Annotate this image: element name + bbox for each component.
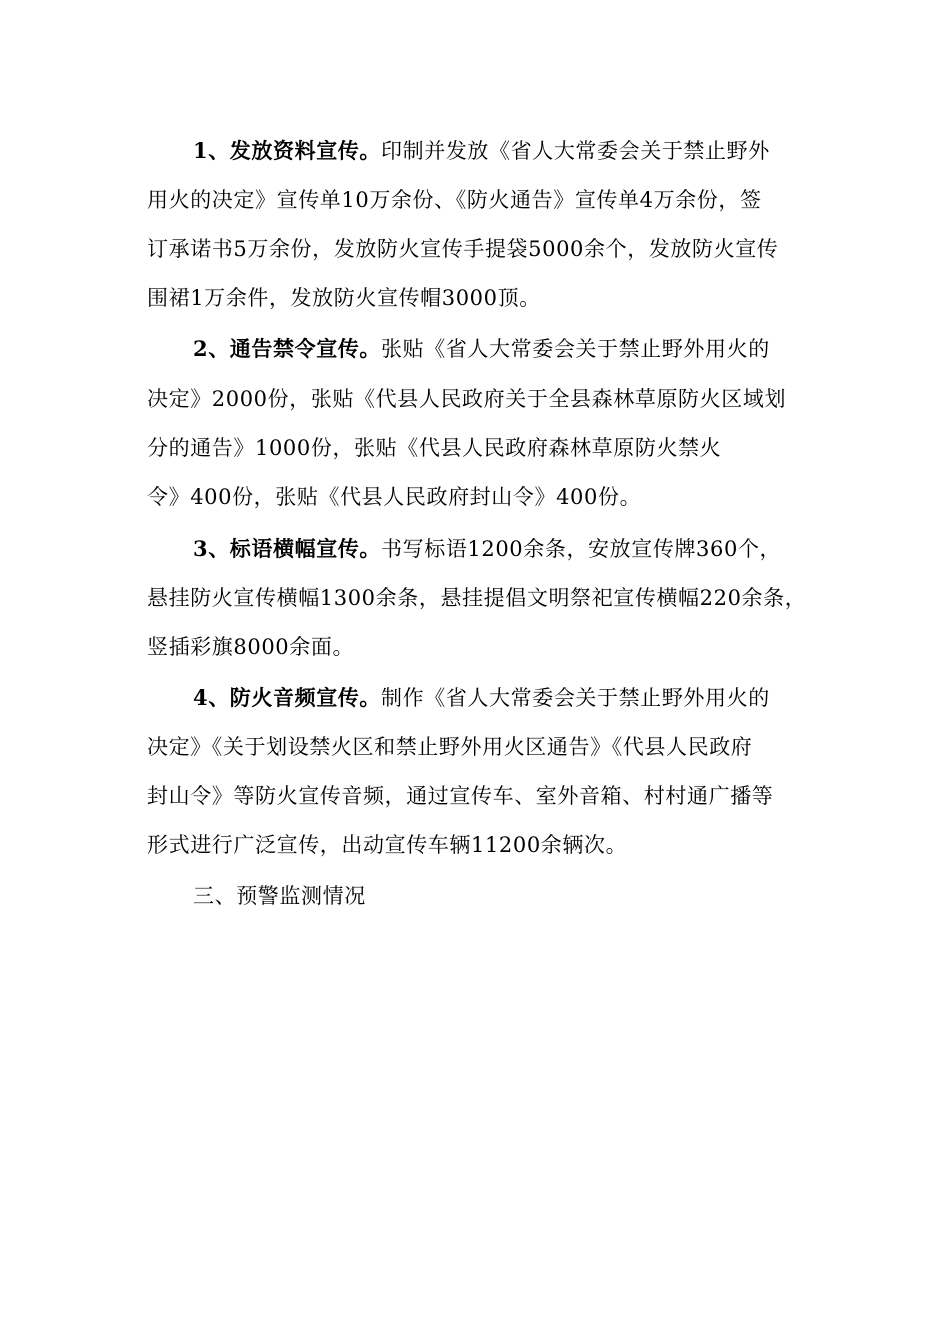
section-4-line-2: 决定》《关于划设禁火区和禁止野外用火区通告》《代县人民政府 (147, 735, 753, 759)
chapter-heading-early-warning: 三、预警监测情况 (193, 884, 366, 908)
section-2-line-3: 分的通告》1000份，张贴《代县人民政府森林草原防火禁火 (147, 436, 722, 460)
section-3-line-3: 竖插彩旗8000余面。 (147, 635, 355, 659)
section-4-line-1: 制作《省人大常委会关于禁止野外用火的 (381, 686, 770, 710)
section-1-line-3: 订承诺书5万余份，发放防火宣传手提袋5000余个，发放防火宣传 (147, 237, 779, 261)
section-3-line-2: 悬挂防火宣传横幅1300余条，悬挂提倡文明祭祀宣传横幅220余条， (147, 586, 807, 610)
section-4-heading: 4、防火音频宣传。 (193, 685, 382, 710)
section-2-line-1: 张贴《省人大常委会关于禁止野外用火的 (381, 337, 770, 361)
section-4-line-3: 封山令》等防火宣传音频，通过宣传车、室外音箱、村村通广播等 (147, 784, 774, 808)
section-1-line-1: 印制并发放《省人大常委会关于禁止野外 (381, 139, 770, 163)
section-2-line-4: 令》400份，张贴《代县人民政府封山令》400份。 (147, 485, 642, 509)
section-2-first-line (193, 334, 770, 364)
section-3-heading: 3、标语横幅宣传。 (193, 536, 382, 561)
section-3-first-line (193, 534, 781, 564)
section-2-line-2: 决定》2000份，张贴《代县人民政府关于全县森林草原防火区域划 (147, 387, 787, 411)
section-1-line-4: 围裙1万余件，发放防火宣传帽3000顶。 (147, 286, 541, 310)
section-4-first-line (193, 683, 770, 713)
section-3-line-1: 书写标语1200余条，安放宣传牌360个， (381, 537, 782, 561)
section-1-heading: 1、发放资料宣传。 (193, 138, 382, 163)
section-1-line-2: 用火的决定》宣传单10万余份、《防火通告》宣传单4万余份，签 (147, 188, 762, 212)
section-4-line-4: 形式进行广泛宣传，出动宣传车辆11200余辆次。 (147, 833, 628, 857)
section-1-first-line (193, 136, 770, 166)
section-2-heading: 2、通告禁令宣传。 (193, 336, 382, 361)
